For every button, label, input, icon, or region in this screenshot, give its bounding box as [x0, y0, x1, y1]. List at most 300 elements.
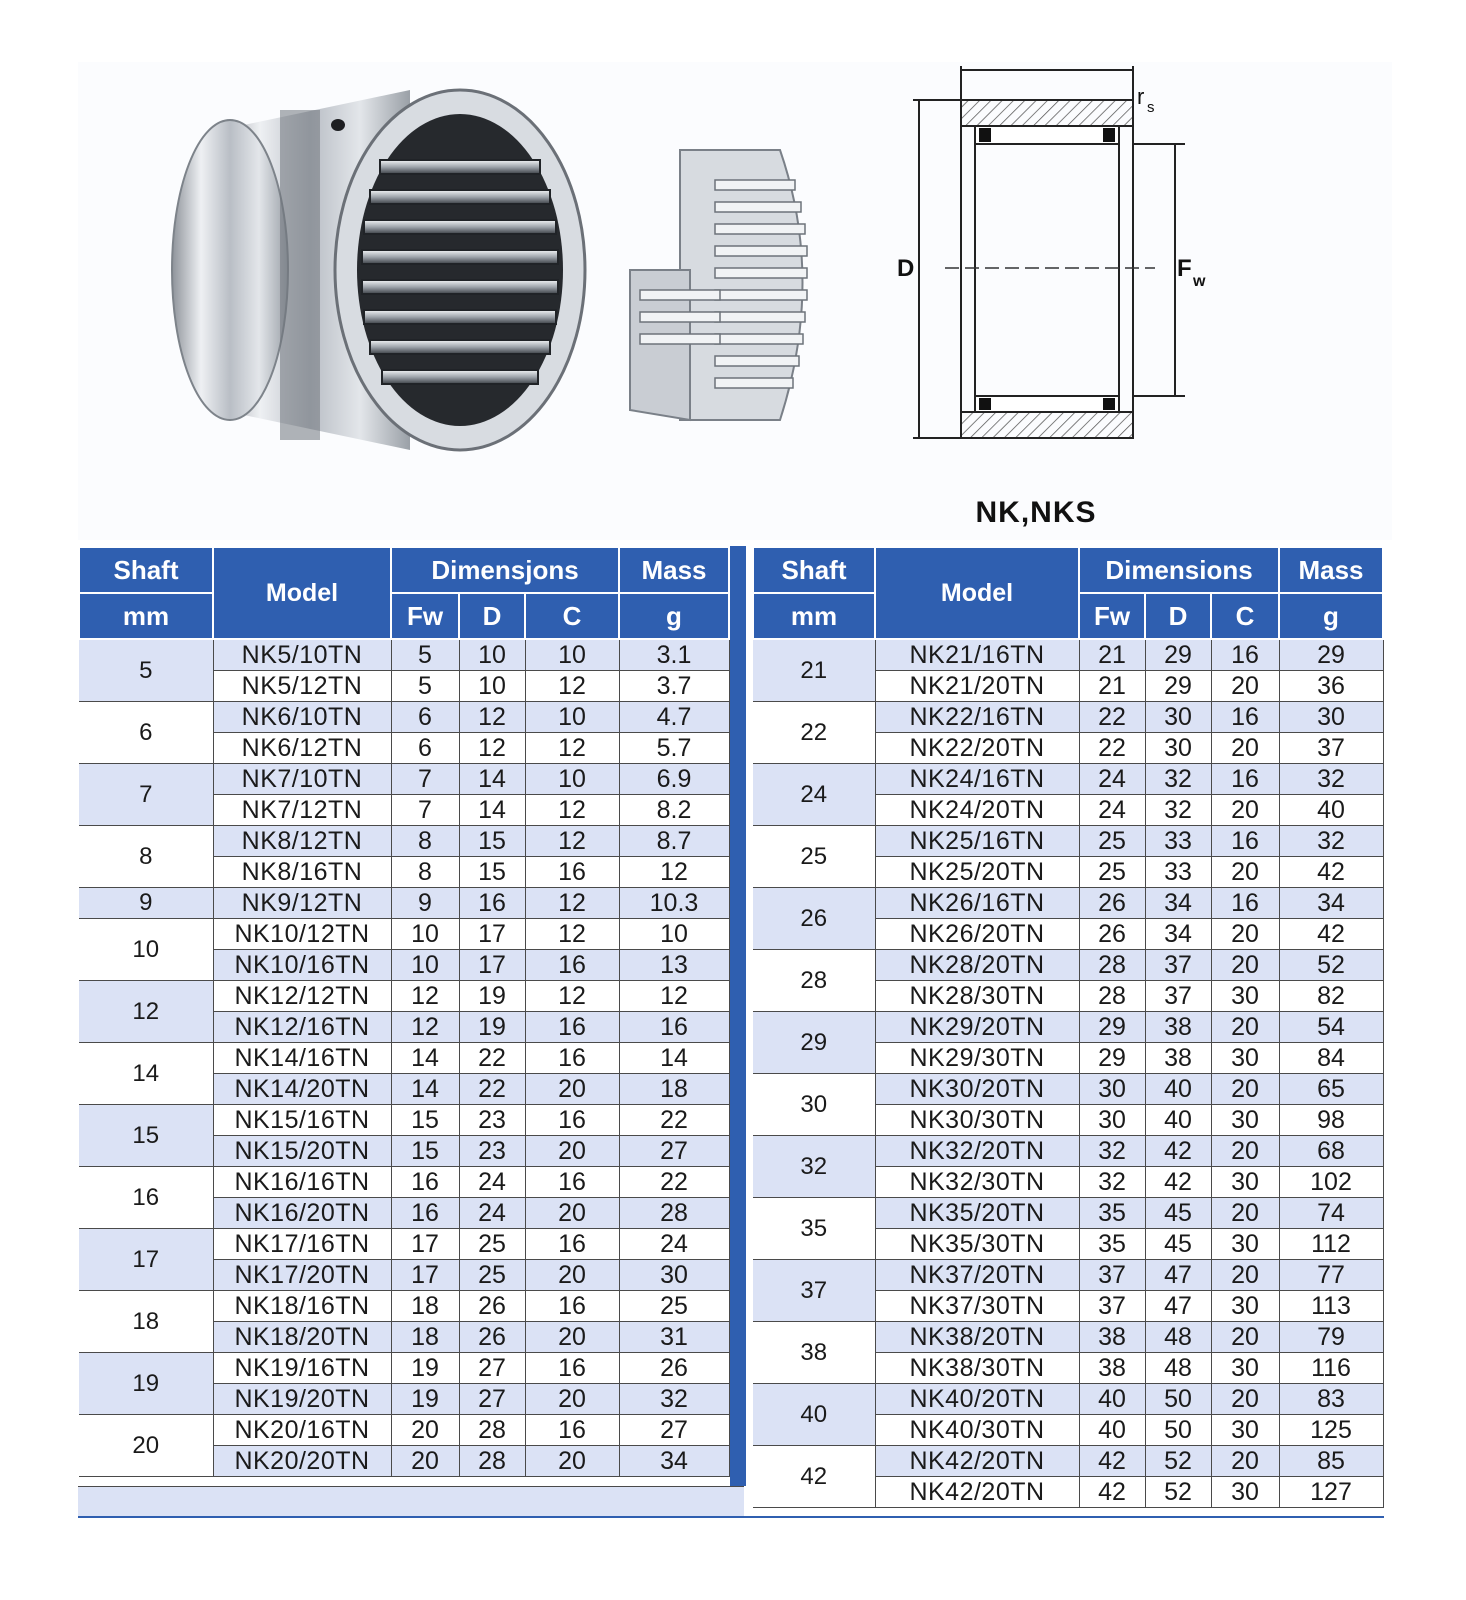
- d-cell: 34: [1145, 919, 1211, 950]
- c-cell: 16: [525, 1043, 619, 1074]
- fw-cell: 6: [391, 733, 459, 764]
- fw-cell: 30: [1079, 1105, 1145, 1136]
- fw-cell: 29: [1079, 1012, 1145, 1043]
- mass-header: Mass: [1279, 547, 1383, 593]
- mass-cell: 32: [1279, 826, 1383, 857]
- fw-cell: 20: [391, 1446, 459, 1477]
- c-cell: 20: [1211, 733, 1279, 764]
- mass-unit-header: g: [619, 593, 729, 639]
- shaft-cell: 40: [753, 1384, 875, 1446]
- c-cell: 30: [1211, 1353, 1279, 1384]
- table-row: [79, 888, 729, 919]
- shaft-cell: 22: [753, 702, 875, 764]
- d-cell: 24: [459, 1198, 525, 1229]
- mass-cell: 40: [1279, 795, 1383, 826]
- d-cell: 38: [1145, 1043, 1211, 1074]
- model-cell: NK25/20TN: [875, 857, 1079, 888]
- mass-cell: 32: [1279, 764, 1383, 795]
- mass-cell: 52: [1279, 950, 1383, 981]
- dimensions-header: Dimensions: [1079, 547, 1279, 593]
- model-cell: NK19/20TN: [213, 1384, 391, 1415]
- d-cell: 22: [459, 1074, 525, 1105]
- fw-cell: 6: [391, 702, 459, 733]
- right-dimension-table: [752, 546, 1384, 1508]
- c-cell: 12: [525, 795, 619, 826]
- d-cell: 15: [459, 857, 525, 888]
- mass-cell: 98: [1279, 1105, 1383, 1136]
- model-cell: NK12/16TN: [213, 1012, 391, 1043]
- table-row: [753, 1136, 1383, 1167]
- mass-cell: 42: [1279, 919, 1383, 950]
- model-cell: NK7/10TN: [213, 764, 391, 795]
- table-row: [79, 702, 729, 733]
- c-cell: 16: [525, 1229, 619, 1260]
- d-cell: 48: [1145, 1353, 1211, 1384]
- model-cell: NK35/30TN: [875, 1229, 1079, 1260]
- table-row: [753, 764, 1383, 795]
- c-cell: 20: [525, 1446, 619, 1477]
- c-cell: 20: [1211, 795, 1279, 826]
- d-cell: 33: [1145, 857, 1211, 888]
- table-row: [753, 1322, 1383, 1353]
- c-cell: 16: [525, 950, 619, 981]
- fw-cell: 16: [391, 1198, 459, 1229]
- fw-cell: 19: [391, 1353, 459, 1384]
- fw-cell: 35: [1079, 1229, 1145, 1260]
- c-cell: 20: [525, 1136, 619, 1167]
- c-cell: 30: [1211, 1043, 1279, 1074]
- fw-cell: 32: [1079, 1136, 1145, 1167]
- shaft-cell: 30: [753, 1074, 875, 1136]
- model-cell: NK21/20TN: [875, 671, 1079, 702]
- model-cell: NK26/16TN: [875, 888, 1079, 919]
- d-cell: 52: [1145, 1477, 1211, 1508]
- mass-cell: 28: [619, 1198, 729, 1229]
- mass-unit-header: g: [1279, 593, 1383, 639]
- mass-cell: 79: [1279, 1322, 1383, 1353]
- table-row: [79, 826, 729, 857]
- model-cell: NK18/20TN: [213, 1322, 391, 1353]
- model-cell: NK24/16TN: [875, 764, 1079, 795]
- model-cell: NK22/20TN: [875, 733, 1079, 764]
- table-row: [79, 919, 729, 950]
- model-cell: NK40/20TN: [875, 1384, 1079, 1415]
- fw-header: Fw: [1079, 593, 1145, 639]
- fw-cell: 18: [391, 1291, 459, 1322]
- table-row: [79, 639, 729, 671]
- d-cell: 26: [459, 1291, 525, 1322]
- d-cell: 47: [1145, 1291, 1211, 1322]
- model-cell: NK37/20TN: [875, 1260, 1079, 1291]
- shaft-cell: 16: [79, 1167, 213, 1229]
- fw-cell: 42: [1079, 1477, 1145, 1508]
- d-cell: 26: [459, 1322, 525, 1353]
- mass-cell: 65: [1279, 1074, 1383, 1105]
- d-cell: 25: [459, 1260, 525, 1291]
- d-cell: 16: [459, 888, 525, 919]
- d-cell: 27: [459, 1353, 525, 1384]
- c-cell: 16: [1211, 826, 1279, 857]
- c-cell: 30: [1211, 1167, 1279, 1198]
- left-table-body: [79, 639, 729, 1477]
- model-cell: NK6/10TN: [213, 702, 391, 733]
- table-footer-band: [78, 1486, 744, 1518]
- mass-cell: 10.3: [619, 888, 729, 919]
- table-row: [79, 1167, 729, 1198]
- fw-cell: 28: [1079, 981, 1145, 1012]
- model-cell: NK38/30TN: [875, 1353, 1079, 1384]
- d-cell: 33: [1145, 826, 1211, 857]
- shaft-cell: 7: [79, 764, 213, 826]
- left-dimension-table: [78, 546, 730, 1477]
- c-cell: 16: [525, 1415, 619, 1446]
- fw-cell: 29: [1079, 1043, 1145, 1074]
- shaft-header: Shaft: [753, 547, 875, 593]
- fw-cell: 15: [391, 1105, 459, 1136]
- fw-cell: 25: [1079, 857, 1145, 888]
- d-cell: 47: [1145, 1260, 1211, 1291]
- mass-cell: 6.9: [619, 764, 729, 795]
- c-cell: 20: [1211, 1384, 1279, 1415]
- d-cell: 23: [459, 1105, 525, 1136]
- c-header: C: [525, 593, 619, 639]
- model-cell: NK14/20TN: [213, 1074, 391, 1105]
- table-row: [79, 1353, 729, 1384]
- d-cell: 30: [1145, 702, 1211, 733]
- d-cell: 37: [1145, 981, 1211, 1012]
- fw-cell: 30: [1079, 1074, 1145, 1105]
- fw-cell: 20: [391, 1415, 459, 1446]
- mass-cell: 102: [1279, 1167, 1383, 1198]
- d-cell: 25: [459, 1229, 525, 1260]
- shaft-cell: 15: [79, 1105, 213, 1167]
- fw-cell: 22: [1079, 733, 1145, 764]
- c-cell: 20: [1211, 1012, 1279, 1043]
- c-cell: 20: [1211, 1322, 1279, 1353]
- mass-cell: 24: [619, 1229, 729, 1260]
- d-cell: 42: [1145, 1136, 1211, 1167]
- shaft-cell: 29: [753, 1012, 875, 1074]
- d-cell: 22: [459, 1043, 525, 1074]
- mass-cell: 113: [1279, 1291, 1383, 1322]
- mass-cell: 83: [1279, 1384, 1383, 1415]
- c-cell: 10: [525, 764, 619, 795]
- fw-cell: 8: [391, 826, 459, 857]
- mass-cell: 4.7: [619, 702, 729, 733]
- d-cell: 32: [1145, 795, 1211, 826]
- mass-cell: 34: [619, 1446, 729, 1477]
- d-cell: 12: [459, 702, 525, 733]
- table-row: [79, 1229, 729, 1260]
- d-cell: 34: [1145, 888, 1211, 919]
- c-cell: 20: [1211, 1074, 1279, 1105]
- model-cell: NK28/30TN: [875, 981, 1079, 1012]
- fw-cell: 14: [391, 1074, 459, 1105]
- model-cell: NK20/16TN: [213, 1415, 391, 1446]
- c-cell: 20: [525, 1198, 619, 1229]
- shaft-cell: 9: [79, 888, 213, 919]
- fw-cell: 35: [1079, 1198, 1145, 1229]
- table-row: [79, 1415, 729, 1446]
- model-cell: NK14/16TN: [213, 1043, 391, 1074]
- shaft-cell: 35: [753, 1198, 875, 1260]
- c-cell: 12: [525, 919, 619, 950]
- mass-cell: 116: [1279, 1353, 1383, 1384]
- right-table-body: [753, 639, 1383, 1508]
- table-row: [79, 981, 729, 1012]
- table-bottom-rule: [78, 1516, 1384, 1518]
- fw-cell: 26: [1079, 888, 1145, 919]
- c-cell: 12: [525, 981, 619, 1012]
- model-cell: NK16/20TN: [213, 1198, 391, 1229]
- model-cell: NK29/30TN: [875, 1043, 1079, 1074]
- shaft-cell: 14: [79, 1043, 213, 1105]
- c-cell: 16: [525, 857, 619, 888]
- d-header: D: [459, 593, 525, 639]
- model-cell: NK25/16TN: [875, 826, 1079, 857]
- mass-cell: 8.2: [619, 795, 729, 826]
- d-cell: 42: [1145, 1167, 1211, 1198]
- c-cell: 16: [525, 1167, 619, 1198]
- shaft-cell: 17: [79, 1229, 213, 1291]
- d-cell: 38: [1145, 1012, 1211, 1043]
- mass-cell: 82: [1279, 981, 1383, 1012]
- model-cell: NK18/16TN: [213, 1291, 391, 1322]
- mass-cell: 14: [619, 1043, 729, 1074]
- model-cell: NK15/16TN: [213, 1105, 391, 1136]
- shaft-header: Shaft: [79, 547, 213, 593]
- table-row: [753, 1384, 1383, 1415]
- mass-cell: 13: [619, 950, 729, 981]
- c-cell: 30: [1211, 1229, 1279, 1260]
- mass-cell: 22: [619, 1167, 729, 1198]
- d-cell: 28: [459, 1446, 525, 1477]
- fw-cell: 42: [1079, 1446, 1145, 1477]
- shaft-cell: 12: [79, 981, 213, 1043]
- mass-cell: 27: [619, 1415, 729, 1446]
- mass-cell: 12: [619, 981, 729, 1012]
- mass-cell: 8.7: [619, 826, 729, 857]
- d-cell: 45: [1145, 1229, 1211, 1260]
- d-cell: 10: [459, 639, 525, 671]
- shaft-cell: 25: [753, 826, 875, 888]
- mass-cell: 3.7: [619, 671, 729, 702]
- mass-cell: 3.1: [619, 639, 729, 671]
- shaft-unit-header: mm: [79, 593, 213, 639]
- table-row: [753, 950, 1383, 981]
- model-cell: NK35/20TN: [875, 1198, 1079, 1229]
- model-cell: NK30/20TN: [875, 1074, 1079, 1105]
- c-cell: 20: [1211, 919, 1279, 950]
- fw-cell: 28: [1079, 950, 1145, 981]
- c-cell: 16: [1211, 702, 1279, 733]
- table-row: [753, 639, 1383, 671]
- d-cell: 19: [459, 1012, 525, 1043]
- d-cell: 29: [1145, 639, 1211, 671]
- model-cell: NK10/16TN: [213, 950, 391, 981]
- c-cell: 30: [1211, 1477, 1279, 1508]
- fw-cell: 21: [1079, 639, 1145, 671]
- mass-cell: 16: [619, 1012, 729, 1043]
- c-cell: 20: [1211, 950, 1279, 981]
- c-cell: 12: [525, 826, 619, 857]
- c-cell: 20: [525, 1384, 619, 1415]
- d-cell: 15: [459, 826, 525, 857]
- model-cell: NK8/12TN: [213, 826, 391, 857]
- fw-cell: 18: [391, 1322, 459, 1353]
- mass-cell: 10: [619, 919, 729, 950]
- c-cell: 16: [525, 1012, 619, 1043]
- c-cell: 16: [525, 1353, 619, 1384]
- model-cell: NK26/20TN: [875, 919, 1079, 950]
- fw-cell: 12: [391, 1012, 459, 1043]
- fw-cell: 5: [391, 671, 459, 702]
- series-title: NK,NKS: [975, 496, 1097, 529]
- shaft-cell: 37: [753, 1260, 875, 1322]
- c-cell: 20: [1211, 671, 1279, 702]
- fw-cell: 40: [1079, 1415, 1145, 1446]
- mass-cell: 74: [1279, 1198, 1383, 1229]
- mass-cell: 42: [1279, 857, 1383, 888]
- table-row: [753, 1198, 1383, 1229]
- outer-diameter-label: D: [897, 255, 915, 282]
- fw-cell: 25: [1079, 826, 1145, 857]
- d-cell: 50: [1145, 1415, 1211, 1446]
- mass-header: Mass: [619, 547, 729, 593]
- needle-bearing-photo: [160, 70, 600, 470]
- shaft-cell: 6: [79, 702, 213, 764]
- table-row: [79, 1105, 729, 1136]
- mass-cell: 36: [1279, 671, 1383, 702]
- c-cell: 20: [525, 1322, 619, 1353]
- shaft-cell: 8: [79, 826, 213, 888]
- table-divider: [730, 546, 746, 1486]
- model-cell: NK16/16TN: [213, 1167, 391, 1198]
- fw-cell: 24: [1079, 795, 1145, 826]
- shaft-cell: 19: [79, 1353, 213, 1415]
- mass-cell: 77: [1279, 1260, 1383, 1291]
- table-row: [753, 1074, 1383, 1105]
- model-cell: NK40/30TN: [875, 1415, 1079, 1446]
- d-cell: 23: [459, 1136, 525, 1167]
- model-cell: NK17/20TN: [213, 1260, 391, 1291]
- c-cell: 20: [1211, 1198, 1279, 1229]
- mass-cell: 54: [1279, 1012, 1383, 1043]
- model-cell: NK32/30TN: [875, 1167, 1079, 1198]
- c-cell: 30: [1211, 981, 1279, 1012]
- fw-cell: 40: [1079, 1384, 1145, 1415]
- mass-cell: 26: [619, 1353, 729, 1384]
- c-header: C: [1211, 593, 1279, 639]
- model-cell: NK6/12TN: [213, 733, 391, 764]
- c-cell: 20: [1211, 1260, 1279, 1291]
- d-cell: 12: [459, 733, 525, 764]
- model-cell: NK8/16TN: [213, 857, 391, 888]
- mass-cell: 27: [619, 1136, 729, 1167]
- d-cell: 14: [459, 764, 525, 795]
- model-cell: NK42/20TN: [875, 1446, 1079, 1477]
- fw-cell: 9: [391, 888, 459, 919]
- d-cell: 37: [1145, 950, 1211, 981]
- d-cell: 32: [1145, 764, 1211, 795]
- c-cell: 10: [525, 639, 619, 671]
- shaft-cell: 24: [753, 764, 875, 826]
- mass-cell: 127: [1279, 1477, 1383, 1508]
- fw-cell: 17: [391, 1229, 459, 1260]
- d-cell: 28: [459, 1415, 525, 1446]
- model-cell: NK28/20TN: [875, 950, 1079, 981]
- c-cell: 16: [525, 1105, 619, 1136]
- d-cell: 30: [1145, 733, 1211, 764]
- c-cell: 20: [525, 1260, 619, 1291]
- fw-cell: 22: [1079, 702, 1145, 733]
- mass-cell: 18: [619, 1074, 729, 1105]
- fw-cell: 5: [391, 639, 459, 671]
- d-cell: 27: [459, 1384, 525, 1415]
- dimensions-header: Dimensjons: [391, 547, 619, 593]
- c-cell: 20: [1211, 857, 1279, 888]
- c-cell: 20: [525, 1074, 619, 1105]
- fw-cell: 10: [391, 950, 459, 981]
- shaft-cell: 5: [79, 639, 213, 702]
- fw-cell: 7: [391, 764, 459, 795]
- model-cell: NK17/16TN: [213, 1229, 391, 1260]
- shaft-unit-header: mm: [753, 593, 875, 639]
- fw-cell: 10: [391, 919, 459, 950]
- d-cell: 10: [459, 671, 525, 702]
- fw-cell: 16: [391, 1167, 459, 1198]
- fw-cell: 7: [391, 795, 459, 826]
- mass-cell: 5.7: [619, 733, 729, 764]
- d-cell: 48: [1145, 1322, 1211, 1353]
- d-cell: 17: [459, 919, 525, 950]
- shaft-cell: 21: [753, 639, 875, 702]
- mass-cell: 68: [1279, 1136, 1383, 1167]
- fw-cell: 24: [1079, 764, 1145, 795]
- c-cell: 30: [1211, 1105, 1279, 1136]
- c-cell: 16: [525, 1291, 619, 1322]
- fw-header: Fw: [391, 593, 459, 639]
- c-cell: 12: [525, 888, 619, 919]
- c-cell: 12: [525, 671, 619, 702]
- fw-cell: 17: [391, 1260, 459, 1291]
- mass-cell: 22: [619, 1105, 729, 1136]
- fw-cell: 26: [1079, 919, 1145, 950]
- model-cell: NK24/20TN: [875, 795, 1079, 826]
- rs-label: r: [1137, 84, 1145, 109]
- d-cell: 24: [459, 1167, 525, 1198]
- mass-cell: 125: [1279, 1415, 1383, 1446]
- fw-subscript: w: [1193, 273, 1206, 290]
- shaft-cell: 42: [753, 1446, 875, 1508]
- table-row: [753, 702, 1383, 733]
- model-cell: NK37/30TN: [875, 1291, 1079, 1322]
- mass-cell: 84: [1279, 1043, 1383, 1074]
- fw-cell: 21: [1079, 671, 1145, 702]
- fw-cell: 32: [1079, 1167, 1145, 1198]
- model-cell: NK19/16TN: [213, 1353, 391, 1384]
- fw-cell: 8: [391, 857, 459, 888]
- model-cell: NK21/16TN: [875, 639, 1079, 671]
- c-cell: 16: [1211, 639, 1279, 671]
- mass-cell: 32: [619, 1384, 729, 1415]
- c-cell: 16: [1211, 764, 1279, 795]
- d-cell: 17: [459, 950, 525, 981]
- fw-cell: 38: [1079, 1322, 1145, 1353]
- model-cell: NK5/12TN: [213, 671, 391, 702]
- c-cell: 30: [1211, 1415, 1279, 1446]
- table-row: [79, 1291, 729, 1322]
